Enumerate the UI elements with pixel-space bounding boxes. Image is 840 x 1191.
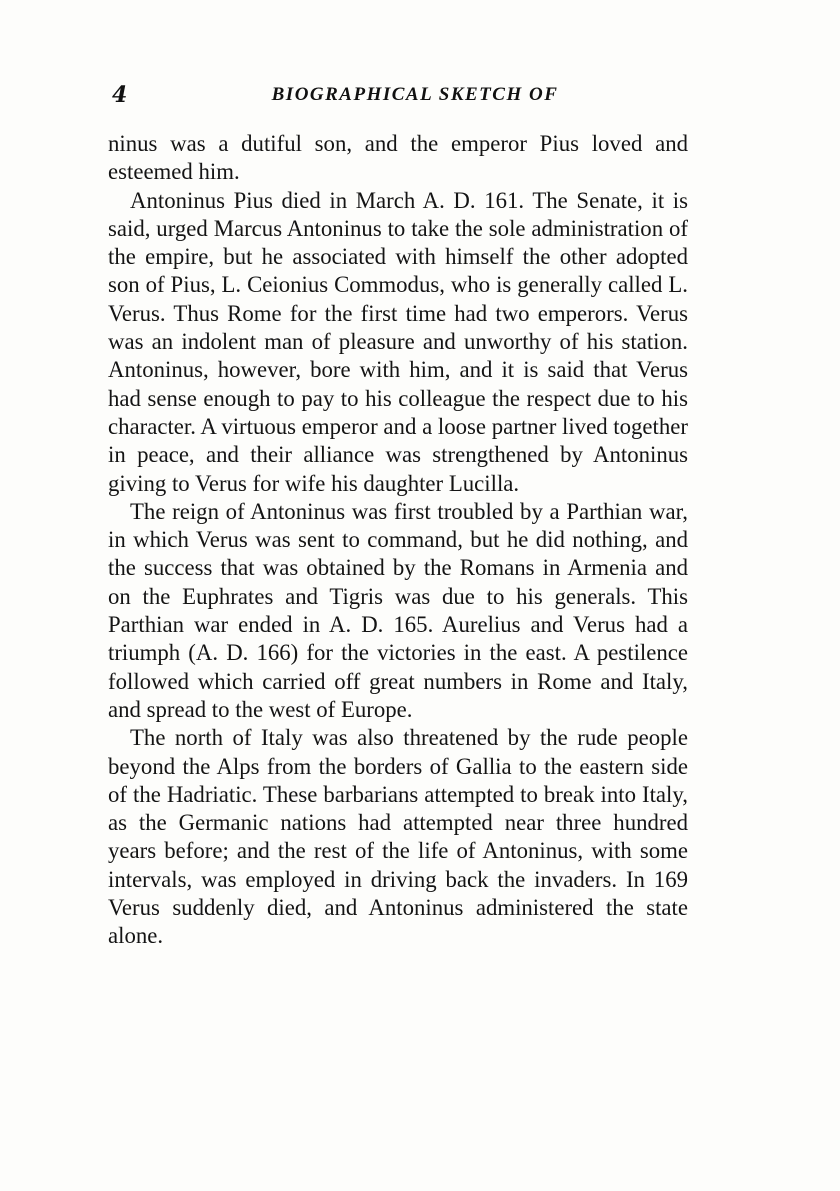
paragraph-parthian-war: The reign of Antoninus was first troubled by a Parthian war, in which Verus was sent to command, but he did nothing, and the success that was obtained by the Romans in Armenia and on the Euphrates and Tigris was due to his generals. This Parthian war ended in A. D. 165. Aurelius and Verus had a triumph (A. D. 166) for the victories in the east. A pestilence followed which carried off great numbers in Rome and Italy, and spread to the west of Europe. (108, 498, 688, 722)
running-title: BIOGRAPHICAL SKETCH OF (271, 84, 559, 105)
paragraph-continuation: ninus was a dutiful son, and the emperor Pius loved and esteemed him. (108, 131, 688, 185)
page-number: 4 (112, 82, 128, 108)
page-header (108, 82, 722, 112)
paragraph-antoninus-pius-death: Antoninus Pius died in March A. D. 161. The Senate, it is said, urged Marcus Antoninus to take the sole administration of the empire, but he associated with himself the other adopted son of Pius, L. Ceionius Commodus, who is generally called L. Verus. Thus Rome for the first time had two emperors. Verus was an indolent man of pleasure and unworthy of his station. Antoninus, however, bore with him, and it is said that Verus had sense enough to pay to his colleague the respect due to his character. A virtuous emperor and a loose partner lived together in peace, and their alliance was strengthened by Antoninus giving to Verus for wife his daughter Lucilla. (108, 187, 688, 496)
body-text (108, 130, 688, 951)
paragraph-northern-threat: The north of Italy was also threatened by the rude people beyond the Alps from the borders of Gallia to the eastern side of the Hadriatic. These barbarians attempted to break into Italy, as the Germanic nations had attempted near three hundred years before; and the rest of the life of Antoninus, with some intervals, was employed in driving back the invaders. In 169 Verus suddenly died, and Antoninus administered the state alone. (108, 725, 688, 949)
